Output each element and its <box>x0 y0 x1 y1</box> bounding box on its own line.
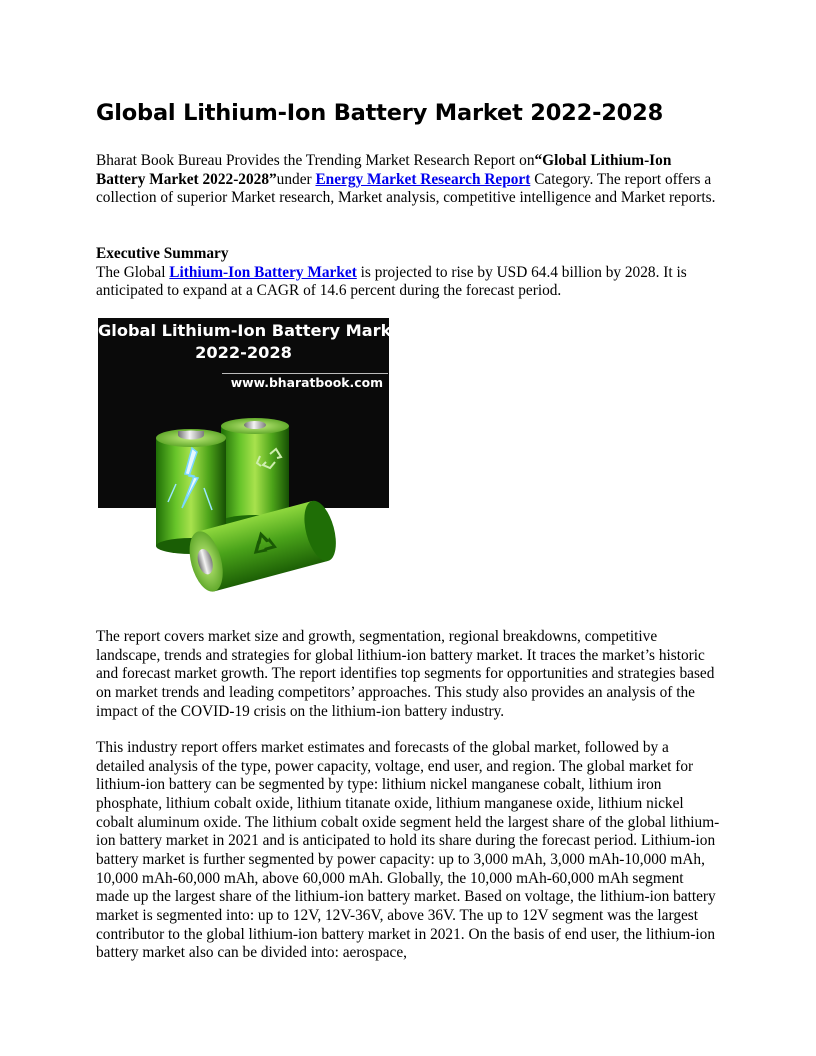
report-title-bold: “Global Lithium-Ion Battery Market 2022-2028” <box>96 152 672 188</box>
banner-website: www.bharatbook.com <box>230 375 383 390</box>
energy-market-report-link[interactable]: Energy Market Research Report <box>315 170 531 188</box>
executive-summary <box>96 245 720 301</box>
banner-divider <box>222 373 388 374</box>
banner-title-line2: 2022-2028 <box>195 343 292 362</box>
market-segmentation-paragraph: This industry report offers market estimates and forecasts of the global market, followed by a detailed analysis of the type, power capacity, voltage, end user, and region. The global market for lithium-ion battery can be segmented by type: lithium nickel manganese cobalt, lithium iron phosphate, lithium cobalt oxide, lithium titanate oxide, lithium manganese oxide, lithium nickel cobalt aluminum oxide. The lithium cobalt oxide segment held the largest share of the global lithium-ion battery market in 2021 and is anticipated to hold its share during the forecast period. Lithium-ion battery market is further segmented by power capacity: up to 3,000 mAh, 3,000 mAh-10,000 mAh, 10,000 mAh-60,000 mAh, above 60,000 mAh. Globally, the 10,000 mAh-60,000 mAh segment made up the largest share of the lithium-ion battery market. Based on voltage, the lithium-ion battery market is segmented into: up to 12V, 12V-36V, above 36V. The up to 12V segment was the largest contributor to the global lithium-ion battery market in 2021. On the basis of end user, the lithium-ion battery market also can be divided into: aerospace, <box>96 739 720 962</box>
market-coverage-paragraph: The report covers market size and growth, segmentation, regional breakdowns, competitive landscape, trends and strategies for global lithium-ion battery market. It traces the market’s historic and forecast market growth. The report identifies top segments for opportunities and strategies based on market trends and leading competitors’ approaches. This study also provides an analysis of the impact of the COVID-19 crisis on the lithium-ion battery industry. <box>96 628 715 720</box>
lithium-ion-market-link[interactable]: Lithium-Ion Battery Market <box>169 263 357 281</box>
intro-under-text: under <box>276 170 316 188</box>
battery-illustration <box>152 418 352 594</box>
banner-title-line1: Global Lithium-Ion Battery Market <box>98 321 410 340</box>
executive-summary-heading: Executive Summary <box>96 245 229 262</box>
exec-summary-text: The Global <box>96 263 170 281</box>
intro-category-text: Category. The report offers a collection of superior Market research, Market analysis, competitive intelligence and Market reports. <box>96 170 716 207</box>
page-title: Global Lithium-Ion Battery Market 2022-2028 <box>96 100 664 126</box>
exec-summary-forecast-text: is projected to rise by USD 64.4 billion by 2028. It is anticipated to expand at a CAGR of 14.6 percent during the forecast period. <box>96 263 687 300</box>
intro-paragraph <box>96 152 720 208</box>
intro-text: Bharat Book Bureau Provides the Trending Market Research Report on <box>96 152 535 169</box>
